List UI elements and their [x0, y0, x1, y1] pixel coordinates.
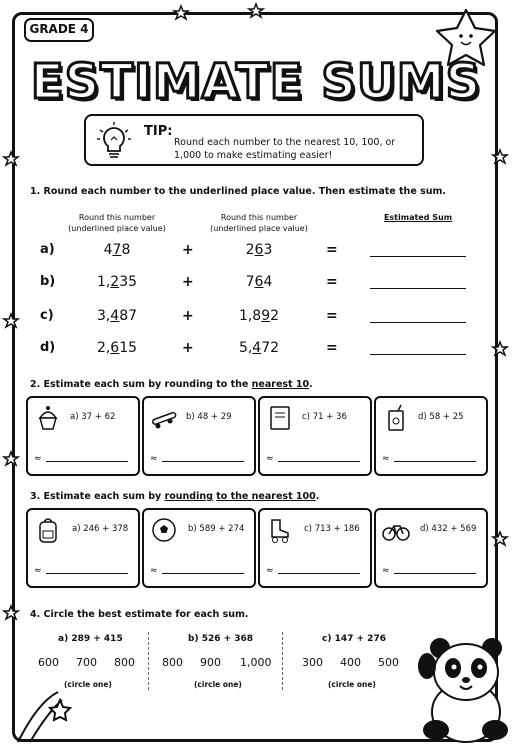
- plus-sign: +: [182, 242, 194, 258]
- divider: [282, 632, 283, 690]
- row-label: a): [40, 242, 55, 257]
- estimate-option[interactable]: 400: [340, 656, 361, 669]
- column-subheader: (underlined place value): [210, 224, 308, 233]
- page-title: ESTIMATE SUMS: [30, 54, 482, 110]
- estimate-option[interactable]: 800: [114, 656, 135, 669]
- digit: 7: [245, 274, 255, 290]
- estimate-option[interactable]: 1,000: [240, 656, 272, 669]
- question-4: 4. Circle the best estimate for each sum.: [30, 609, 249, 620]
- digit: 7: [112, 242, 122, 258]
- star-icon: [4, 606, 18, 619]
- round-number-2: [214, 242, 304, 258]
- approx-symbol: ≈: [150, 454, 158, 464]
- approx-symbol: ≈: [34, 566, 42, 576]
- grade-badge: GRADE 4: [24, 18, 94, 42]
- digit: 15: [119, 340, 138, 356]
- problem-text: b) 526 + 368: [188, 634, 254, 644]
- question-2: 2. Estimate each sum by rounding to the nearest 10.: [30, 379, 313, 390]
- digit: 5,: [238, 340, 253, 356]
- digit: 8: [121, 242, 131, 258]
- round-number-2: [214, 340, 304, 356]
- round-number-1: [72, 340, 162, 356]
- approx-symbol: ≈: [266, 566, 274, 576]
- problem-text: a) 289 + 415: [58, 634, 123, 644]
- circle-one-label: (circle one): [194, 680, 242, 689]
- column-subheader: (underlined place value): [68, 224, 166, 233]
- plus-sign: +: [182, 308, 194, 324]
- book-icon: [266, 404, 294, 432]
- cupcake-icon: [34, 404, 62, 432]
- roller-skate-icon: [266, 516, 294, 544]
- problem-text: c) 713 + 186: [304, 524, 360, 534]
- shooting-star-icon: [18, 692, 70, 742]
- problem-card: [258, 396, 372, 476]
- estimate-option[interactable]: 300: [302, 656, 323, 669]
- digit: 6: [254, 242, 264, 258]
- answer-line[interactable]: [278, 461, 360, 462]
- digit: 87: [119, 308, 138, 324]
- digit: 9: [261, 308, 271, 324]
- round-number-2: [214, 308, 304, 324]
- problem-text: d) 58 + 25: [418, 412, 464, 422]
- juice-box-icon: [382, 404, 410, 432]
- answer-line[interactable]: [370, 322, 466, 323]
- problem-text: a) 37 + 62: [70, 412, 116, 422]
- problem-text: b) 589 + 274: [188, 524, 245, 534]
- backpack-icon: [34, 516, 62, 544]
- problem-card: [26, 396, 140, 476]
- tip-text: Round each number to the nearest 10, 100, or 1,000 to make estimating easier!: [174, 137, 396, 161]
- answer-line[interactable]: [370, 354, 466, 355]
- problem-card: [142, 508, 256, 588]
- star-icon: [174, 6, 188, 19]
- digit: 1,8: [238, 308, 262, 324]
- star-icon: [4, 452, 18, 465]
- answer-line[interactable]: [370, 288, 466, 289]
- answer-line[interactable]: [278, 573, 360, 574]
- round-number-1: [72, 274, 162, 290]
- problem-card: [26, 508, 140, 588]
- equals-sign: =: [326, 340, 338, 356]
- equals-sign: =: [326, 308, 338, 324]
- estimate-option[interactable]: 900: [200, 656, 221, 669]
- star-icon: [4, 152, 18, 165]
- estimate-option[interactable]: 800: [162, 656, 183, 669]
- lightbulb-icon: [96, 122, 132, 160]
- digit: 3: [263, 242, 273, 258]
- equals-sign: =: [326, 242, 338, 258]
- estimate-option[interactable]: 700: [76, 656, 97, 669]
- bicycle-icon: [382, 516, 410, 544]
- problem-text: d) 432 + 569: [420, 524, 477, 534]
- answer-line[interactable]: [370, 256, 466, 257]
- star-icon: [249, 4, 263, 17]
- divider: [148, 632, 149, 690]
- star-icon: [493, 532, 507, 545]
- row-label: b): [40, 274, 56, 289]
- round-number-1: [72, 242, 162, 258]
- digit: 3,: [96, 308, 111, 324]
- estimate-option[interactable]: 500: [378, 656, 399, 669]
- problem-card: [374, 508, 488, 588]
- approx-symbol: ≈: [382, 566, 390, 576]
- answer-line[interactable]: [394, 461, 476, 462]
- estimate-option[interactable]: 600: [38, 656, 59, 669]
- approx-symbol: ≈: [266, 454, 274, 464]
- question-3: 3. Estimate each sum by rounding to the nearest 100.: [30, 491, 320, 502]
- question-1: 1. Round each number to the underlined place value. Then estimate the sum.: [30, 186, 446, 197]
- round-number-2: [214, 274, 304, 290]
- digit: 6: [254, 274, 264, 290]
- problem-card: [258, 508, 372, 588]
- problem-card: [374, 396, 488, 476]
- digit: 72: [261, 340, 280, 356]
- answer-line[interactable]: [394, 573, 476, 574]
- digit: 6: [110, 340, 120, 356]
- digit: 1,: [96, 274, 111, 290]
- digit: 4: [110, 308, 120, 324]
- soccer-ball-icon: [150, 516, 178, 544]
- column-header: Round this number: [220, 213, 298, 222]
- skateboard-icon: [150, 404, 178, 432]
- plus-sign: +: [182, 340, 194, 356]
- problem-text: a) 246 + 378: [72, 524, 129, 534]
- digit: 4: [252, 340, 262, 356]
- panda-icon: [419, 639, 507, 742]
- digit: 2: [270, 308, 280, 324]
- digit: 35: [119, 274, 138, 290]
- problem-text: b) 48 + 29: [186, 412, 232, 422]
- digit: 2: [110, 274, 120, 290]
- round-number-1: [72, 308, 162, 324]
- answer-line[interactable]: [46, 461, 128, 462]
- answer-line[interactable]: [162, 573, 244, 574]
- problem-text: c) 71 + 36: [302, 412, 347, 422]
- approx-symbol: ≈: [34, 454, 42, 464]
- digit: 4: [103, 242, 113, 258]
- circle-one-label: (circle one): [64, 680, 112, 689]
- star-icon: [493, 150, 507, 163]
- digit: 2,: [96, 340, 111, 356]
- star-icon: [4, 314, 18, 327]
- plus-sign: +: [182, 274, 194, 290]
- digit: 2: [245, 242, 255, 258]
- equals-sign: =: [326, 274, 338, 290]
- problem-text: c) 147 + 276: [322, 634, 386, 644]
- answer-line[interactable]: [162, 461, 244, 462]
- row-label: d): [40, 340, 56, 355]
- problem-card: [142, 396, 256, 476]
- circle-one-label: (circle one): [328, 680, 376, 689]
- approx-symbol: ≈: [382, 454, 390, 464]
- answer-line[interactable]: [46, 573, 128, 574]
- star-icon: [493, 342, 507, 355]
- approx-symbol: ≈: [150, 566, 158, 576]
- digit: 4: [263, 274, 273, 290]
- column-header: Round this number: [78, 213, 156, 222]
- estimated-sum-header: Estimated Sum: [383, 213, 453, 222]
- row-label: c): [40, 308, 54, 323]
- tip-label: TIP:: [144, 124, 173, 139]
